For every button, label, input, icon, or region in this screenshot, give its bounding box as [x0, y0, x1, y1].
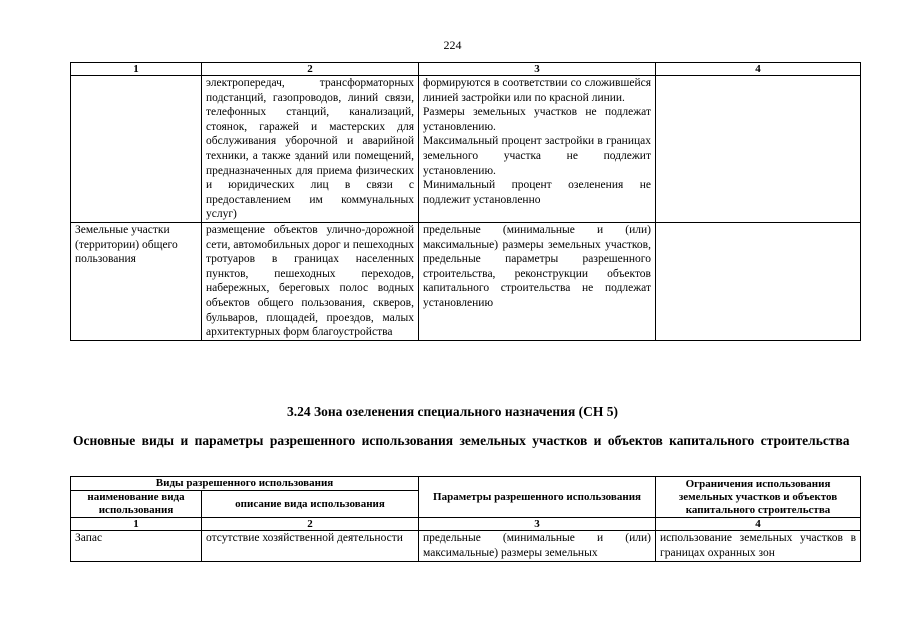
column-number-row: [71, 63, 861, 76]
section-title: 3.24 Зона озеленения специального назначения (СН 5): [286, 404, 618, 419]
cell-text: отсутствие хозяйственной деятельности: [206, 532, 403, 544]
row-limits: [656, 222, 861, 340]
column-number: 2: [202, 63, 419, 76]
row-limits: [656, 76, 861, 223]
continuation-table: [70, 62, 861, 341]
parameter-line: Минимальный процент озеленения не подлежит установленно: [423, 179, 651, 206]
header-row: [71, 477, 861, 491]
row-description: электропередач, трансформаторных подстанций, газопроводов, линий связи, телефонных станций, канализаций, стоянок, гаражей и мастерских для обслуживания уборочной и аварийной техники, а также зданий или помещений, предназначенных для приема физических и юридических лиц в связи с предоставлением им коммунальных услуг): [202, 76, 419, 223]
column-number: 1: [71, 518, 202, 531]
cell-text: использование земельных участков в границах охранных зон: [660, 532, 857, 559]
row-parameters: предельные (минимальные и (или) максимальные) размеры земельных участков, предельные параметры разрешенного строительства, реконструкции объектов капитального строительства не подлежат установлению: [419, 222, 656, 340]
row-name: [71, 531, 202, 562]
zone-table: [70, 476, 861, 562]
row-description: размещение объектов улично-дорожной сети, автомобильных дорог и пешеходных тротуаров в границах населенных пунктов, пешеходных переходов, набережных, береговых полос водных объектов общего пользования, скверов, бульваров, площадей, проездов, малых архитектурных форм благоустройства: [202, 222, 419, 340]
table-row: [71, 76, 861, 223]
cell-text: предельные (минимальные и (или) максимальные) размеры земельных: [423, 532, 652, 559]
cell-text: Запас: [75, 532, 103, 544]
row-parameters: [419, 76, 656, 223]
column-number-row: [71, 518, 861, 531]
column-number: 2: [202, 518, 419, 531]
row-parameters: [419, 531, 656, 562]
column-number: 4: [656, 518, 861, 531]
row-description: [202, 531, 419, 562]
table-row: [71, 531, 861, 562]
parameter-line: формируются в соответствии со сложившейся линией застройки или по красной линии.: [423, 77, 651, 104]
page-number: 224: [443, 38, 462, 52]
parameter-line: Максимальный процент застройки в границах земельного участка не подлежит установлению.: [423, 135, 651, 177]
parameter-line: Размеры земельных участков не подлежат установлению.: [423, 106, 651, 133]
column-number: 3: [419, 518, 656, 531]
header-name: наименование вида использования: [71, 491, 202, 518]
table-row: [71, 222, 861, 340]
row-limits: [656, 531, 861, 562]
header-desc: описание вида использования: [202, 491, 419, 518]
sub-title: Основные виды и параметры разрешенного использования земельных участков и объектов капитального строительства: [73, 433, 850, 448]
header-group: Виды разрешенного использования: [71, 477, 419, 491]
row-name: Земельные участки (территории) общего пользования: [71, 222, 202, 340]
row-name: [71, 76, 202, 223]
header-limits: Ограничения использования земельных участков и объектов капитального строительства: [656, 477, 861, 518]
header-params: Параметры разрешенного использования: [419, 477, 656, 518]
column-number: 1: [71, 63, 202, 76]
column-number: 3: [419, 63, 656, 76]
column-number: 4: [656, 63, 861, 76]
